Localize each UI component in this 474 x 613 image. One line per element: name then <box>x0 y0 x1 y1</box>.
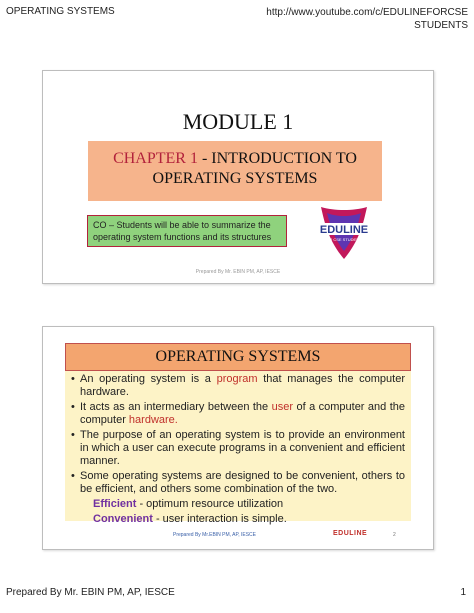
slide2-number: 2 <box>393 532 396 538</box>
efficient-definition: Efficient - optimum resource utilization <box>93 498 284 510</box>
page-footer: Prepared By Mr. EBIN PM, AP, IESCE <box>6 587 175 598</box>
header-url-line2: STUDENTS <box>414 20 468 31</box>
slide2-content <box>65 371 411 525</box>
bullet-item: • The purpose of an operating system is to provide an environment in which a user can execute programs in a convenient and efficient manner. <box>71 429 405 468</box>
header-url: http://www.youtube.com/c/EDULINEFORCSE <box>266 7 468 18</box>
eduline-logo <box>313 201 375 265</box>
chapter-line2: OPERATING SYSTEMS <box>152 170 318 187</box>
convenient-definition: Convenient - user interaction is simple. <box>93 513 287 525</box>
highlight-hardware: hardware. <box>128 414 178 426</box>
course-outcome-box: CO – Students will be able to summarize the operating system functions and its structures <box>87 215 287 247</box>
bullet-item: • It acts as an intermediary between the user of a computer and the computer hardware. <box>71 401 405 427</box>
highlight-program: program <box>216 373 258 385</box>
bullet-item: • An operating system is a program that manages the computer hardware. <box>71 373 405 399</box>
chapter-prefix: CHAPTER 1 <box>113 150 198 167</box>
slide2-prepared: Prepared By Mr.EBIN PM, AP, IESCE <box>173 532 256 538</box>
highlight-user: user <box>271 401 294 413</box>
slide1-prepared: Prepared By Mr. EBIN PM, AP, IESCE <box>195 269 281 275</box>
chapter-box <box>88 141 382 201</box>
slide2-brand: EDULINE <box>333 530 368 537</box>
page-number: 1 <box>460 587 466 598</box>
slide-2 <box>42 326 434 550</box>
bullet-item: • Some operating systems are designed to be convenient, others to be efficient, and others some combination of the two. <box>71 470 405 496</box>
header-left: OPERATING SYSTEMS <box>6 6 115 17</box>
module-title: MODULE 1 <box>182 109 294 134</box>
logo-text: EDULINE <box>319 224 369 236</box>
chapter-rest: - INTRODUCTION TO <box>197 150 357 167</box>
slide2-title: OPERATING SYSTEMS <box>65 343 411 371</box>
header-right <box>248 6 468 32</box>
logo-subtext: FOR CSE STUDENTS <box>323 237 365 242</box>
slide-1 <box>42 70 434 284</box>
